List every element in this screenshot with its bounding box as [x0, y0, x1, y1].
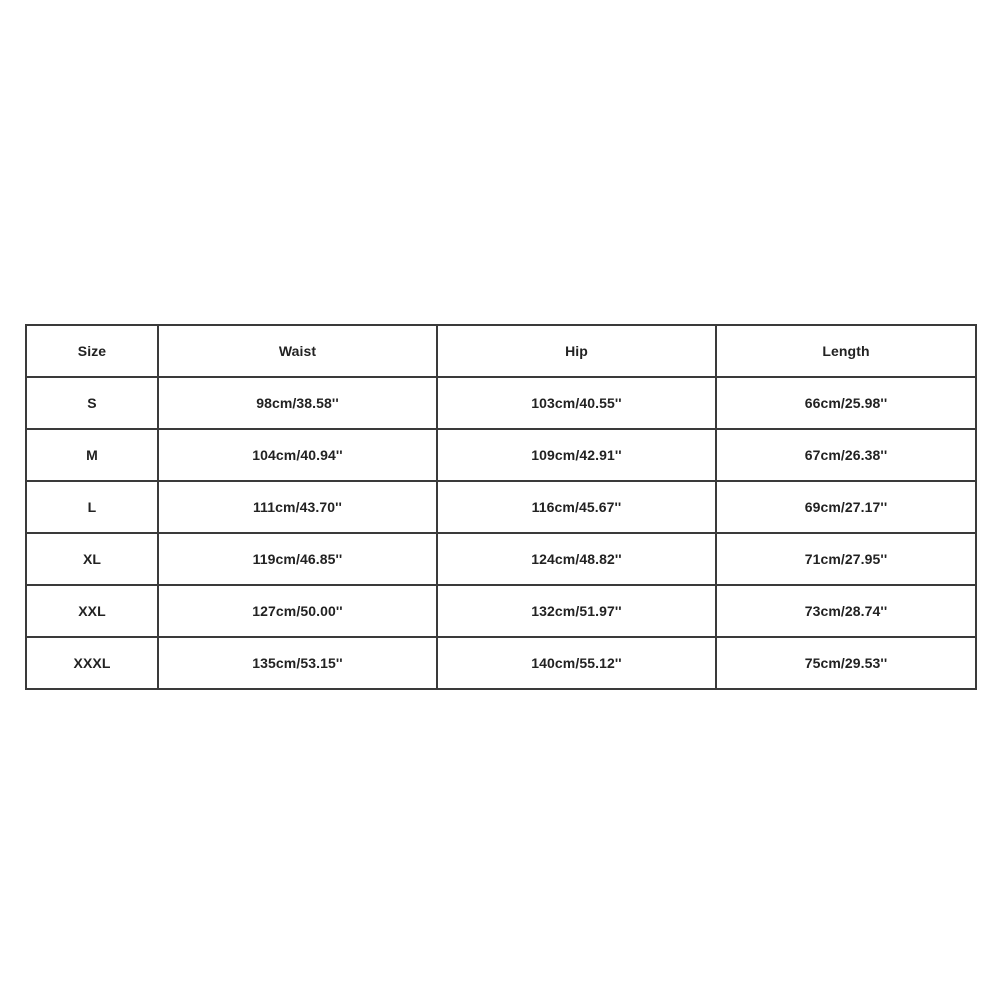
cell-length: 73cm/28.74''	[716, 585, 976, 637]
cell-hip: 116cm/45.67''	[437, 481, 716, 533]
cell-length: 67cm/26.38''	[716, 429, 976, 481]
cell-hip: 124cm/48.82''	[437, 533, 716, 585]
cell-hip: 140cm/55.12''	[437, 637, 716, 689]
table-row	[26, 585, 976, 637]
cell-size: XXL	[26, 585, 158, 637]
cell-waist: 111cm/43.70''	[158, 481, 437, 533]
table-row	[26, 377, 976, 429]
header-length: Length	[716, 325, 976, 377]
cell-size: M	[26, 429, 158, 481]
cell-hip: 103cm/40.55''	[437, 377, 716, 429]
cell-size: S	[26, 377, 158, 429]
cell-waist: 98cm/38.58''	[158, 377, 437, 429]
cell-waist: 135cm/53.15''	[158, 637, 437, 689]
cell-length: 75cm/29.53''	[716, 637, 976, 689]
header-size: Size	[26, 325, 158, 377]
cell-hip: 132cm/51.97''	[437, 585, 716, 637]
cell-length: 69cm/27.17''	[716, 481, 976, 533]
header-hip: Hip	[437, 325, 716, 377]
cell-length: 71cm/27.95''	[716, 533, 976, 585]
cell-waist: 119cm/46.85''	[158, 533, 437, 585]
cell-waist: 127cm/50.00''	[158, 585, 437, 637]
cell-waist: 104cm/40.94''	[158, 429, 437, 481]
cell-size: XXXL	[26, 637, 158, 689]
cell-hip: 109cm/42.91''	[437, 429, 716, 481]
cell-size: XL	[26, 533, 158, 585]
table-row	[26, 481, 976, 533]
table-header-row	[26, 325, 976, 377]
cell-length: 66cm/25.98''	[716, 377, 976, 429]
table-row	[26, 429, 976, 481]
size-chart-table	[25, 324, 977, 690]
cell-size: L	[26, 481, 158, 533]
table-row	[26, 533, 976, 585]
table-row	[26, 637, 976, 689]
header-waist: Waist	[158, 325, 437, 377]
